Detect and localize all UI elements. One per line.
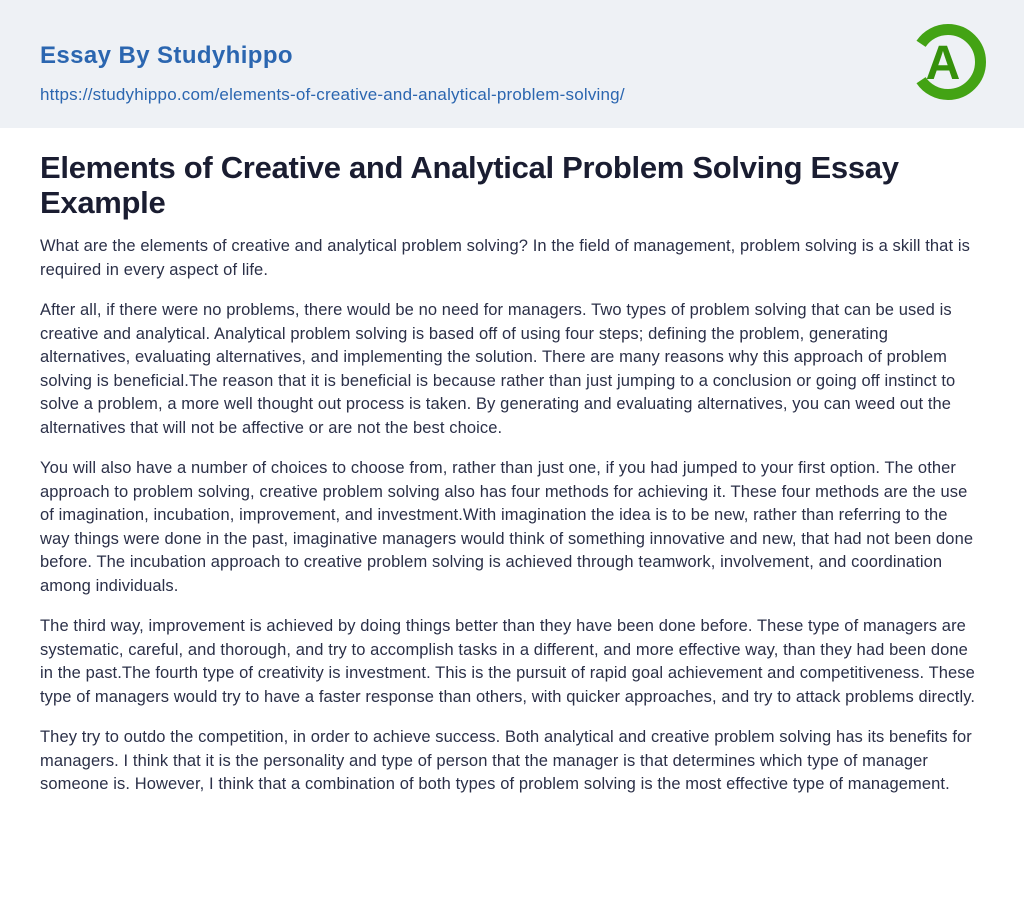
essay-paragraph: They try to outdo the competition, in order to achieve success. Both analytical and creative problem solving has its benefits for managers. I think that it is the personality and type of person that the manager is that determines which type of manager someone is. However, I think that a combination of both types of problem solving is the most effective type of management. xyxy=(40,728,972,793)
essay-body xyxy=(40,235,980,797)
essay-paragraph: The third way, improvement is achieved by doing things better than they have been done before. These type of managers are systematic, careful, and thorough, and try to accomplish tasks in a different, and more effective way, than they had been done in the past.The fourth type of creativity is investment. This is the pursuit of rapid goal achievement and competitiveness. These type of managers would try to have a faster response than others, with quicker approaches, and try to attack problems directly. xyxy=(40,617,976,706)
essay-article xyxy=(0,128,1024,797)
logo-letter: A xyxy=(925,37,961,90)
essay-paragraph: After all, if there were no problems, there would be no need for managers. Two types of problem solving that can be used is creative and analytical. Analytical problem solving is based off of using four steps; defining the problem, generating alternatives, evaluating alternatives, and implementing the solution. There are many reasons why this approach of problem solving is beneficial.The reason that it is beneficial is because rather than just jumping to a conclusion or going off instinct to solve a problem, a more well thought out process is taken. By generating and evaluating alternatives, you can weed out the alternatives that will not be affective or are not the best choice. xyxy=(40,301,956,437)
essay-paragraph: What are the elements of creative and analytical problem solving? In the field of management, problem solving is a skill that is required in every aspect of life. xyxy=(40,237,970,279)
essay-title: Elements of Creative and Analytical Problem Solving Essay Example xyxy=(40,150,899,220)
essay-paragraph: You will also have a number of choices to choose from, rather than just one, if you had jumped to your first option. The other approach to problem solving, creative problem solving also has four methods for achieving it. These four methods are the use of imagination, incubation, improvement, and investment.With imagination the idea is to be new, rather than referring to the way things were done in the past, imaginative managers would think of something innovative and new, that had not been done before. The incubation approach to creative problem solving is achieved through teamwork, involvement, and coordination among individuals. xyxy=(40,459,974,595)
page-header xyxy=(0,0,1024,128)
brand-title: Essay By Studyhippo xyxy=(40,42,293,69)
studyhippo-logo xyxy=(908,22,988,102)
source-url-link[interactable]: https://studyhippo.com/elements-of-creative-and-analytical-problem-solving/ xyxy=(40,85,625,104)
